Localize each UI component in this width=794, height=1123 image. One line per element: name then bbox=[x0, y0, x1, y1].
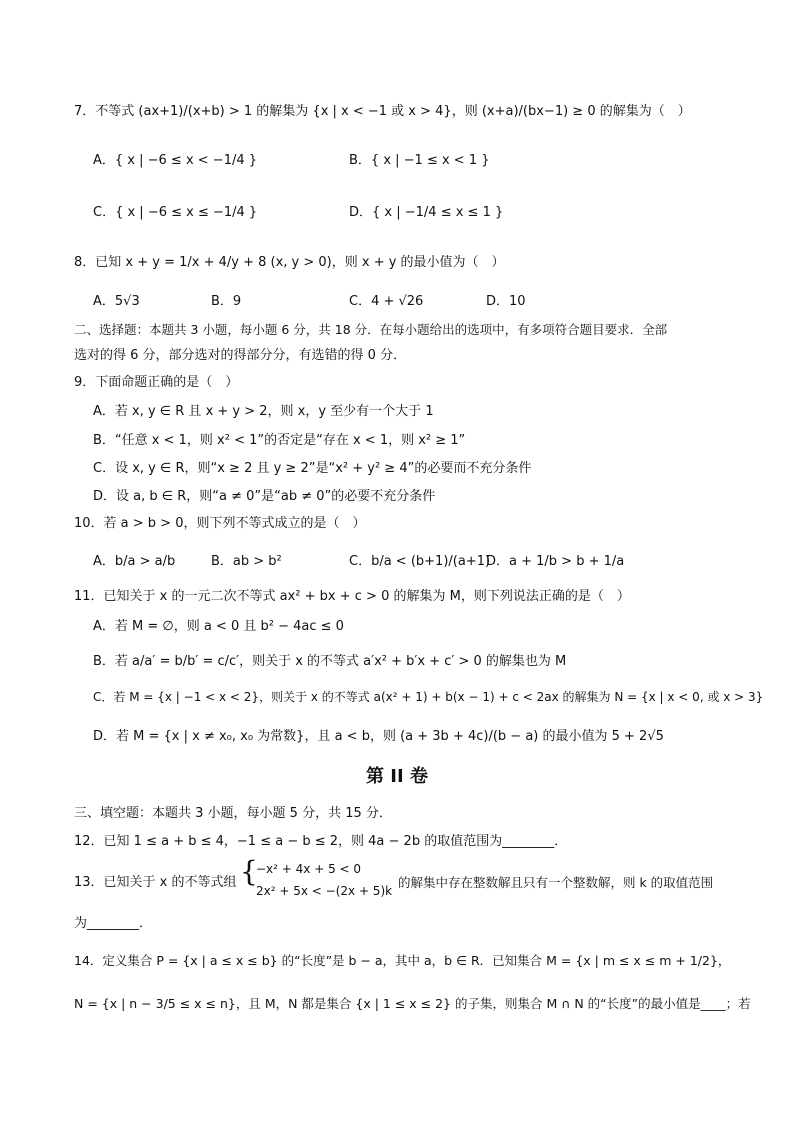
q13-system-line2: 2x² + 5x < −(2x + 5)k bbox=[256, 884, 393, 898]
q8-option-a: A．5√3 bbox=[93, 294, 140, 309]
q11-option-d: D．若 M = {x | x ≠ x₀, x₀ 为常数}，且 a < b，则 (a + 3b + 4c)/(b − a) 的最小值为 5 + 2√5 bbox=[93, 729, 664, 744]
q8-option-c: C．4 + √26 bbox=[349, 294, 424, 309]
q13-system-line1: −x² + 4x + 5 < 0 bbox=[256, 862, 362, 876]
q8-stem: 8．已知 x + y = 1/x + 4/y + 8 (x, y > 0)，则 x + y 的最小值为（ ） bbox=[74, 255, 505, 270]
q13-stem-line2: 为________． bbox=[74, 916, 153, 931]
section-2-heading-line2: 选对的得 6 分，部分选对的得部分分，有选错的得 0 分． bbox=[74, 348, 407, 363]
q7-option-a: A．{ x | −6 ≤ x < −1/4 } bbox=[93, 153, 258, 168]
q8-option-d: D．10 bbox=[486, 294, 526, 309]
part-2-title: 第 II 卷 bbox=[366, 766, 428, 787]
q13-stem-part2: 的解集中存在整数解且只有一个整数解，则 k 的取值范围 bbox=[398, 875, 714, 890]
q10-option-d: D．a + 1/b > b + 1/a bbox=[486, 554, 625, 569]
q13-stem-part1: 13．已知关于 x 的不等式组 bbox=[74, 875, 237, 890]
q11-option-c: C．若 M = {x | −1 < x < 2}，则关于 x 的不等式 a(x² + 1) + b(x − 1) + c < 2ax 的解集为 N = {x | x < 0, 或 x > 3} bbox=[93, 690, 764, 704]
q7-option-c: C．{ x | −6 ≤ x ≤ −1/4 } bbox=[93, 205, 258, 220]
q11-option-b: B．若 a/a′ = b/b′ = c/c′，则关于 x 的不等式 a′x² + b′x + c′ > 0 的解集也为 M bbox=[93, 654, 567, 669]
q7-option-b: B．{ x | −1 ≤ x < 1 } bbox=[349, 153, 490, 168]
q11-stem: 11．已知关于 x 的一元二次不等式 ax² + bx + c > 0 的解集为 M，则下列说法正确的是（ ） bbox=[74, 589, 630, 604]
q9-option-c: C．设 x, y ∈ R，则“x ≥ 2 且 y ≥ 2”是“x² + y² ≥ 4”的必要而不充分条件 bbox=[93, 461, 532, 476]
q11-option-a: A．若 M = ∅，则 a < 0 且 b² − 4ac ≤ 0 bbox=[93, 619, 344, 634]
q12-stem: 12．已知 1 ≤ a + b ≤ 4，−1 ≤ a − b ≤ 2，则 4a − 2b 的取值范围为________． bbox=[74, 834, 568, 849]
q9-option-b: B．“任意 x < 1，则 x² < 1”的否定是“存在 x < 1，则 x² ≥ 1” bbox=[93, 433, 466, 448]
section-2-heading-line1: 二、选择题：本题共 3 小题，每小题 6 分，共 18 分．在每小题给出的选项中，有多项符合题目要求．全部 bbox=[74, 322, 668, 337]
q10-option-a: A．b/a > a/b bbox=[93, 554, 176, 569]
q7-stem: 7．不等式 (ax+1)/(x+b) > 1 的解集为 {x | x < −1 或 x > 4}，则 (x+a)/(bx−1) ≥ 0 的解集为（ ） bbox=[74, 104, 691, 119]
q10-option-c: C．b/a < (b+1)/(a+1) bbox=[349, 554, 491, 569]
q14-stem-line2: N = {x | n − 3/5 ≤ x ≤ n}，且 M，N 都是集合 {x | 1 ≤ x ≤ 2} 的子集，则集合 M ∩ N 的“长度”的最小值是____；若 bbox=[74, 996, 751, 1011]
q9-option-d: D．设 a, b ∈ R，则“a ≠ 0”是“ab ≠ 0”的必要不充分条件 bbox=[93, 489, 436, 504]
section-3-heading: 三、填空题：本题共 3 小题，每小题 5 分，共 15 分． bbox=[74, 806, 392, 821]
q8-option-b: B．9 bbox=[211, 294, 242, 309]
q14-stem-line1: 14．定义集合 P = {x | a ≤ x ≤ b} 的“长度”是 b − a，其中 a，b ∈ R．已知集合 M = {x | m ≤ x ≤ m + 1/2}， bbox=[74, 953, 731, 968]
q9-option-a: A．若 x, y ∈ R 且 x + y > 2，则 x，y 至少有一个大于 1 bbox=[93, 404, 434, 419]
system-brace: { bbox=[240, 855, 258, 888]
q9-stem: 9．下面命题正确的是（ ） bbox=[74, 375, 239, 390]
q10-option-b: B．ab > b² bbox=[211, 554, 282, 569]
q7-option-d: D．{ x | −1/4 ≤ x ≤ 1 } bbox=[349, 205, 504, 220]
q10-stem: 10．若 a > b > 0，则下列不等式成立的是（ ） bbox=[74, 516, 366, 531]
